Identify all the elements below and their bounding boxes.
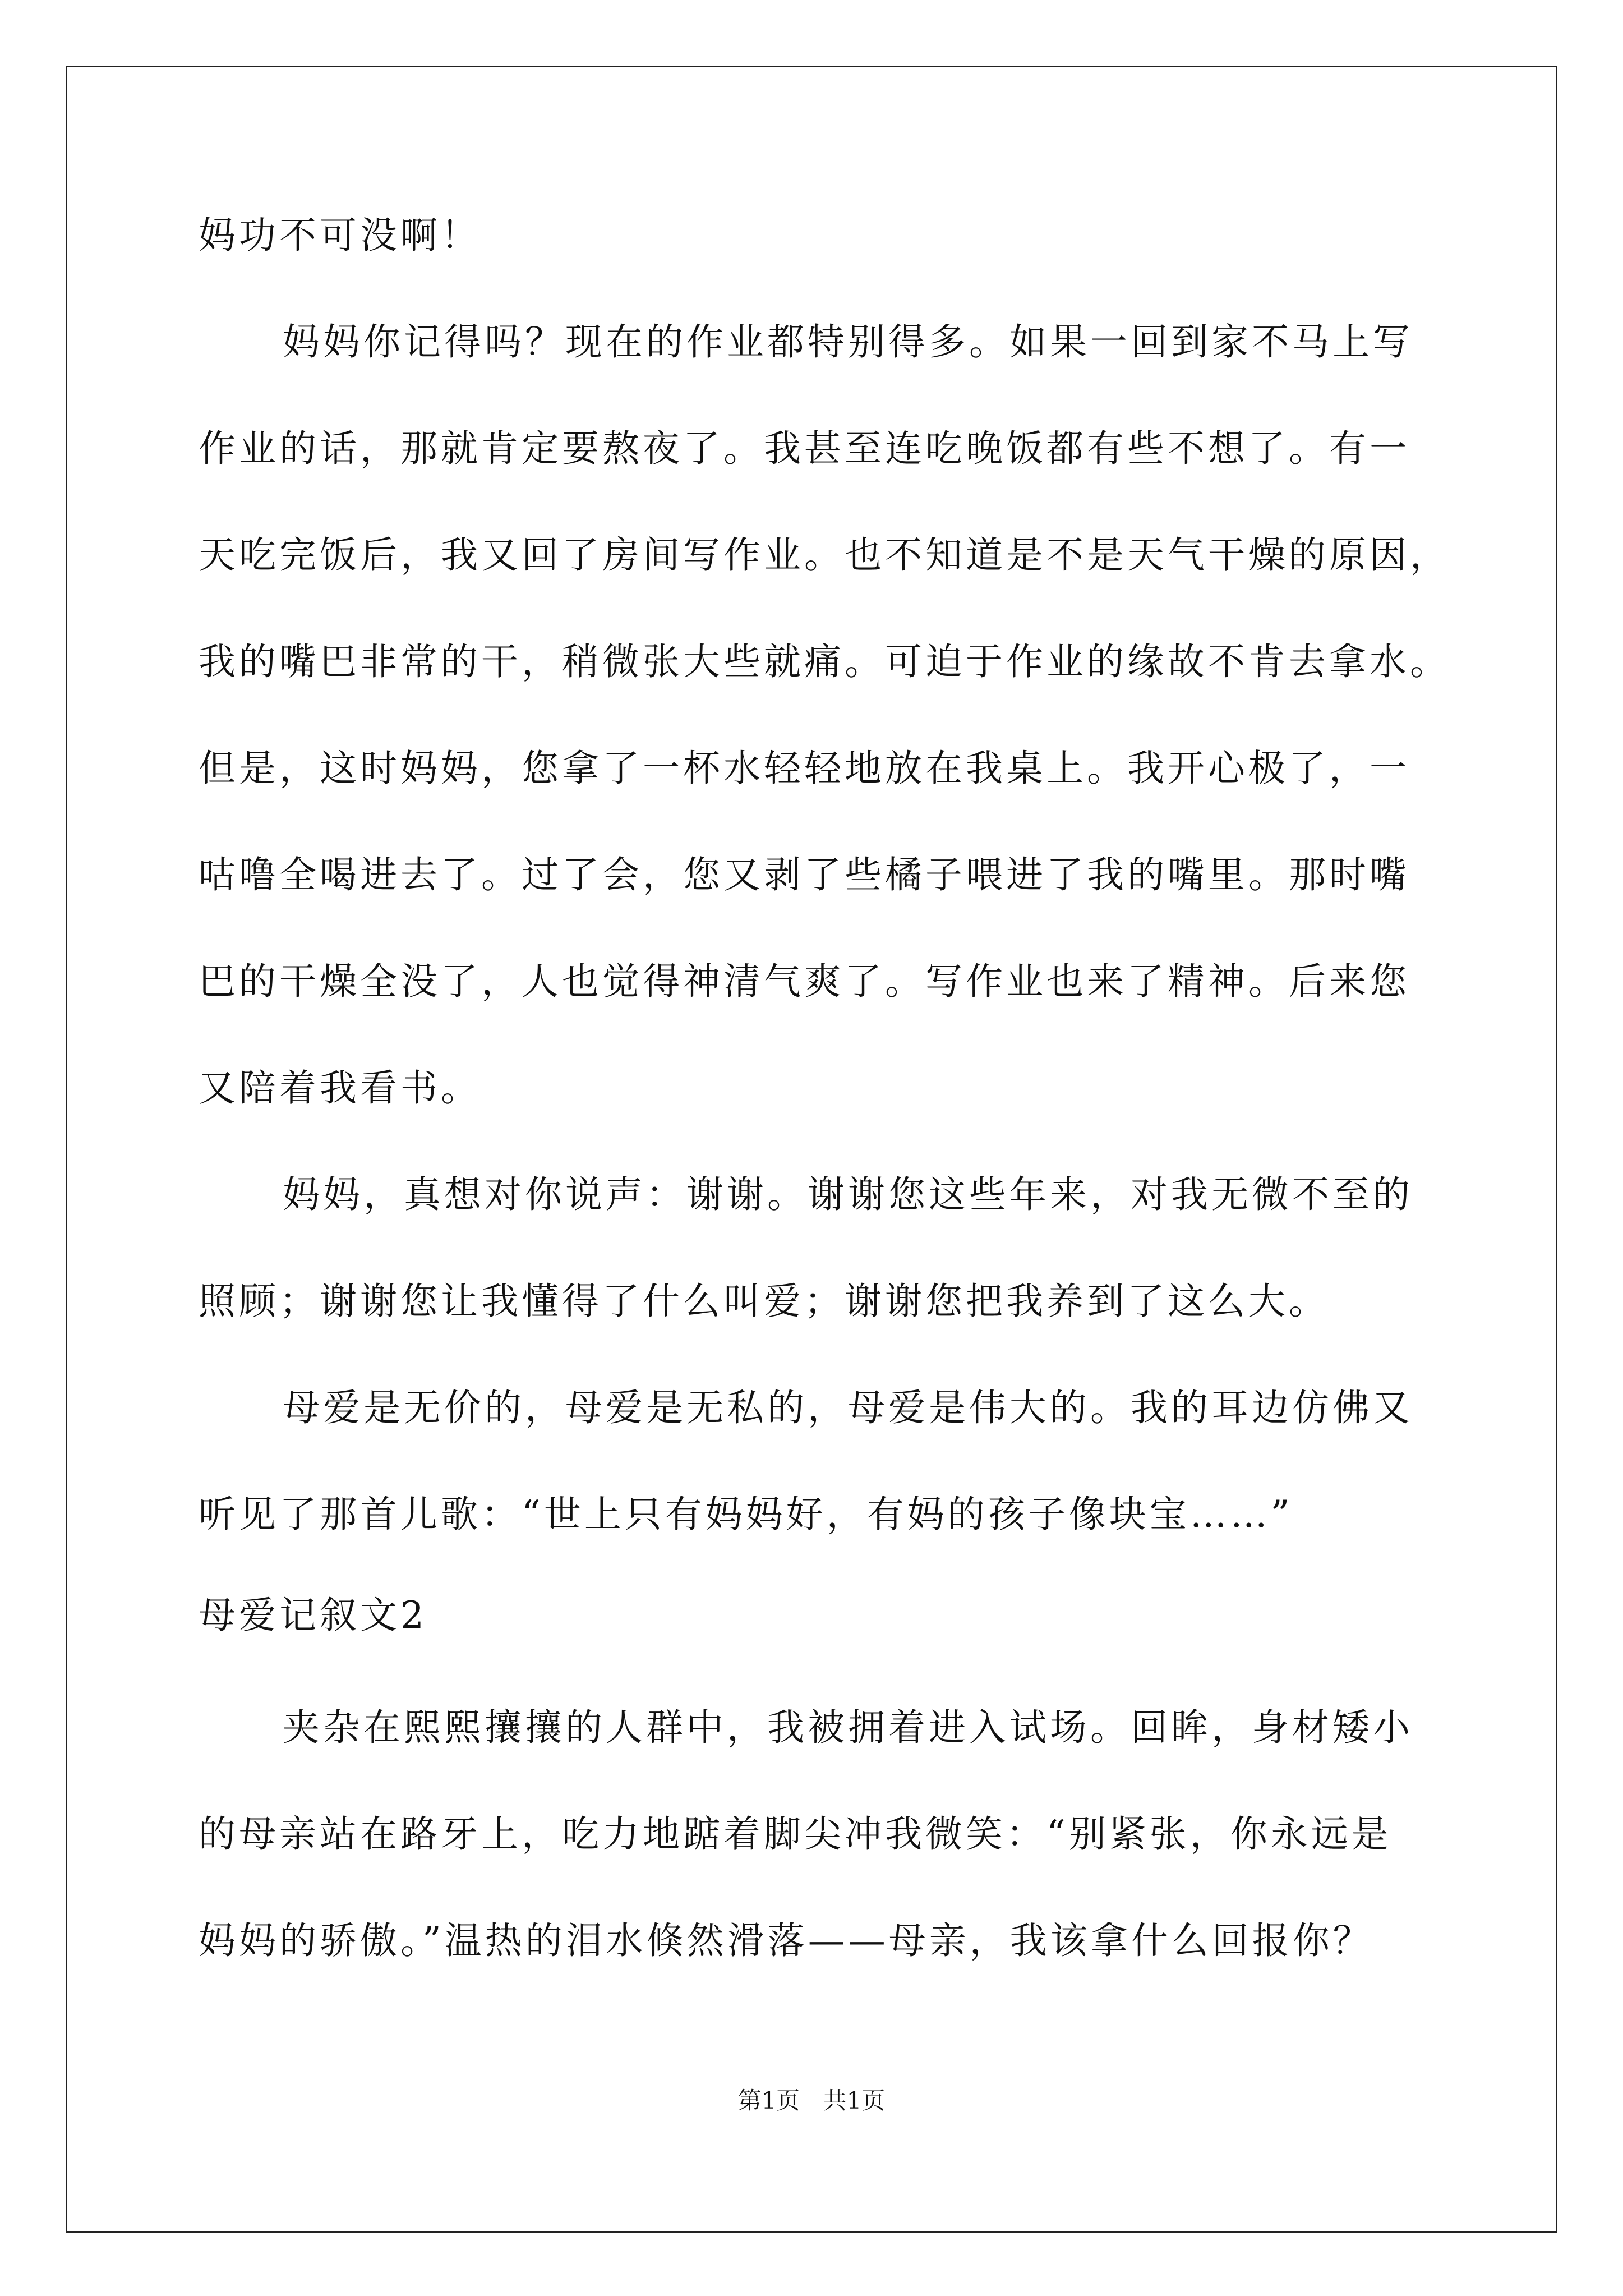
paragraph-line: 照顾；谢谢您让我懂得了什么叫爱；谢谢您把我养到了这么大。 bbox=[199, 1280, 1329, 1323]
page-total: 共1页 bbox=[823, 2087, 886, 2114]
page-footer bbox=[0, 2087, 1623, 2115]
paragraph-line: 又陪着我看书。 bbox=[199, 1066, 481, 1110]
page-number: 第1页 bbox=[737, 2087, 800, 2114]
section-title: 母爱记叙文2 bbox=[199, 1594, 427, 1637]
page-frame bbox=[66, 66, 1557, 2233]
paragraph-line: 天吃完饭后，我又回了房间写作业。也不知道是不是天气干燥的原因， bbox=[199, 533, 1450, 577]
paragraph-line: 妈妈的骄傲。”温热的泪水倏然滑落——母亲，我该拿什么回报你？ bbox=[199, 1919, 1373, 1962]
paragraph-line: 妈妈你记得吗？现在的作业都特别得多。如果一回到家不马上写 bbox=[283, 320, 1413, 364]
paragraph-line: 夹杂在熙熙攘攘的人群中，我被拥着进入试场。回眸，身材矮小 bbox=[283, 1706, 1413, 1749]
paragraph-line: 的母亲站在路牙上，吃力地踮着脚尖冲我微笑：“别紧张，你永远是 bbox=[199, 1812, 1392, 1856]
paragraph-line: 妈功不可没啊！ bbox=[199, 214, 481, 257]
paragraph-line: 巴的干燥全没了，人也觉得神清气爽了。写作业也来了精神。后来您 bbox=[199, 960, 1410, 1003]
paragraph-line: 妈妈，真想对你说声：谢谢。谢谢您这些年来，对我无微不至的 bbox=[283, 1173, 1413, 1216]
paragraph-line: 但是，这时妈妈，您拿了一杯水轻轻地放在我桌上。我开心极了，一 bbox=[199, 747, 1410, 790]
paragraph-line: 咕噜全喝进去了。过了会，您又剥了些橘子喂进了我的嘴里。那时嘴 bbox=[199, 853, 1410, 896]
paragraph-line: 听见了那首儿歌：“世上只有妈妈好，有妈的孩子像块宝……” bbox=[199, 1493, 1293, 1536]
paragraph-line: 母爱是无价的，母爱是无私的，母爱是伟大的。我的耳边仿佛又 bbox=[283, 1386, 1413, 1429]
paragraph-line: 我的嘴巴非常的干，稍微张大些就痛。可迫于作业的缘故不肯去拿水。 bbox=[199, 640, 1450, 683]
paragraph-line: 作业的话，那就肯定要熬夜了。我甚至连吃晚饭都有些不想了。有一 bbox=[199, 427, 1410, 470]
